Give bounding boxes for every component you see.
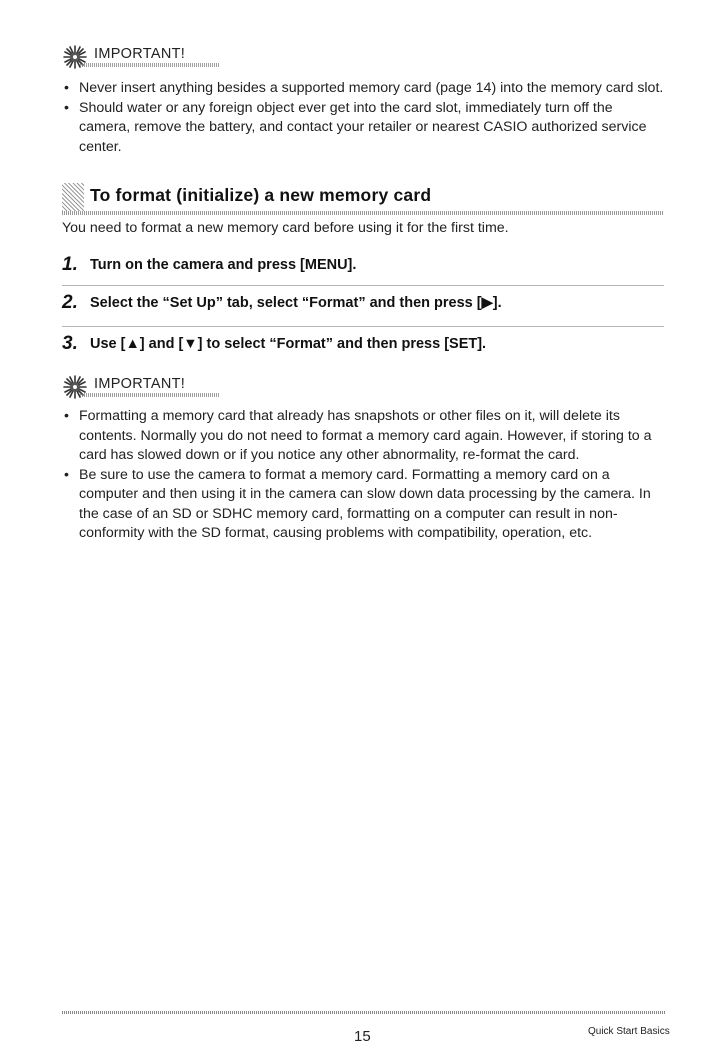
- list-item: • Should water or any foreign object ever get into the card slot, immediately turn off the camera, remove the battery, and contact your retailer or nearest CASIO authorized service center.: [64, 99, 664, 158]
- important-list-1: [64, 79, 664, 157]
- step-number: 3.: [62, 333, 78, 354]
- list-item: • Never insert anything besides a supported memory card (page 14) into the memory card slot.: [64, 79, 664, 99]
- important-title: IMPORTANT!: [94, 376, 186, 392]
- important-header-2: [62, 374, 222, 400]
- page-number: 15: [354, 1028, 371, 1045]
- important-list-2: [64, 407, 664, 544]
- section-divider: [62, 211, 664, 215]
- important-header-1: [62, 44, 222, 70]
- chapter-label: Quick Start Basics: [588, 1026, 670, 1037]
- list-item: • Be sure to use the camera to format a memory card. Formatting a memory card on a computer and then using it in the camera can slow down data processing by the camera. In the case of an SD or SDHC memory card, formatting on a computer can result in non-conformity with the SD format, causing problems with compatibility, operation, etc.: [64, 466, 664, 544]
- step-2: [62, 292, 664, 322]
- step-text: Turn on the camera and press [MENU].: [90, 257, 357, 273]
- step-number: 1.: [62, 254, 78, 275]
- important-title: IMPORTANT!: [94, 46, 186, 62]
- important-underline: [80, 63, 220, 67]
- section-title: To format (initialize) a new memory card: [90, 185, 432, 205]
- step-text: Select the “Set Up” tab, select “Format” and then press [▶].: [90, 295, 502, 311]
- step-text: Use [▲] and [▼] to select “Format” and then press [SET].: [90, 336, 487, 352]
- list-item: • Formatting a memory card that already has snapshots or other files on it, will delete its contents. Normally you do not need to format a memory card again. However, if storing to a card has slowed down or if you notice any other abnormality, re-format the card.: [64, 407, 664, 466]
- step-divider: [62, 326, 664, 327]
- step-number: 2.: [62, 292, 78, 313]
- important-underline: [80, 393, 220, 397]
- section-marker: [62, 183, 84, 211]
- step-divider: [62, 285, 664, 286]
- footer-divider: [62, 1011, 666, 1014]
- step-1: [62, 254, 664, 284]
- step-3: [62, 333, 664, 363]
- section-intro: You need to format a new memory card before using it for the first time.: [62, 220, 509, 236]
